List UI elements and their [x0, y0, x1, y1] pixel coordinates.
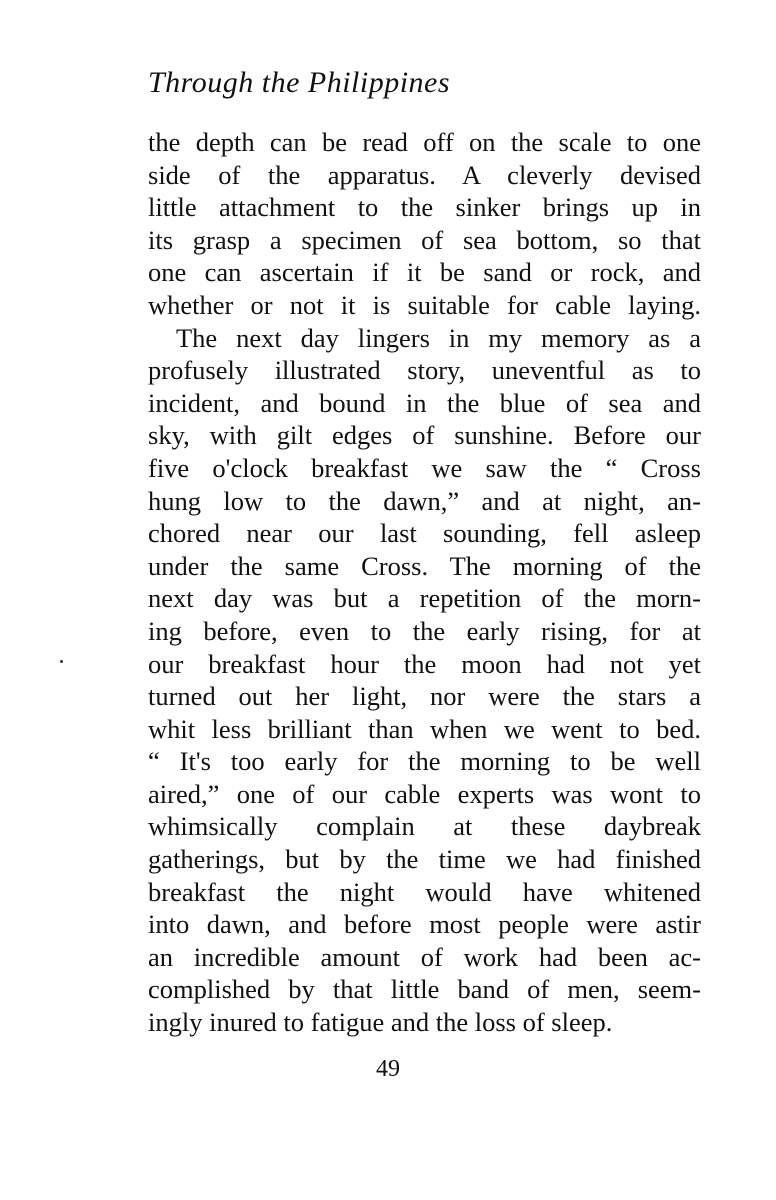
- text-line: “ It's too early for the morning to be well: [148, 746, 701, 777]
- text-line: its grasp a specimen of sea bottom, so that: [148, 224, 701, 255]
- text-line: little attachment to the sinker brings up in: [148, 192, 701, 223]
- text-line: into dawn, and before most people were astir: [148, 909, 701, 940]
- text-line: sky, with gilt edges of sunshine. Before our: [148, 420, 701, 451]
- text-line: turned out her light, nor were the stars a: [148, 681, 701, 712]
- text-line: ingly inured to fatigue and the loss of sleep.: [148, 1007, 613, 1038]
- text-line: gatherings, but by the time we had finished: [148, 844, 701, 875]
- page-number: 49: [376, 1056, 400, 1082]
- text-line: five o'clock breakfast we saw the “ Cross: [148, 452, 701, 483]
- running-head: Through the Philippines: [148, 66, 451, 99]
- text-line: one can ascertain if it be sand or rock, and: [148, 257, 701, 288]
- paragraph-start-line: The next day lingers in my memory as a: [176, 322, 701, 353]
- text-line: whimsically complain at these daybreak: [148, 811, 701, 842]
- text-line: profusely illustrated story, uneventful as to: [148, 355, 701, 386]
- text-line: incident, and bound in the blue of sea and: [148, 387, 701, 418]
- text-line: under the same Cross. The morning of the: [148, 550, 701, 581]
- body-text: [148, 126, 701, 1039]
- text-line: breakfast the night would have whitened: [148, 876, 701, 907]
- text-line: our breakfast hour the moon had not yet: [148, 648, 701, 679]
- text-line: whether or not it is suitable for cable laying.: [148, 289, 701, 320]
- text-line: complished by that little band of men, seem-: [148, 974, 701, 1005]
- text-line: aired,” one of our cable experts was wont to: [148, 778, 701, 809]
- text-line: hung low to the dawn,” and at night, an-: [148, 485, 701, 516]
- text-line: side of the apparatus. A cleverly devised: [148, 159, 701, 190]
- text-line: ing before, even to the early rising, for at: [148, 615, 701, 646]
- text-line: the depth can be read off on the scale to one: [148, 127, 701, 157]
- text-line: an incredible amount of work had been ac-: [148, 941, 701, 972]
- text-line: chored near our last sounding, fell asleep: [148, 518, 701, 549]
- text-line: whit less brilliant than when we went to bed.: [148, 713, 701, 744]
- print-speck: [60, 660, 63, 663]
- text-line: next day was but a repetition of the morn-: [148, 583, 701, 614]
